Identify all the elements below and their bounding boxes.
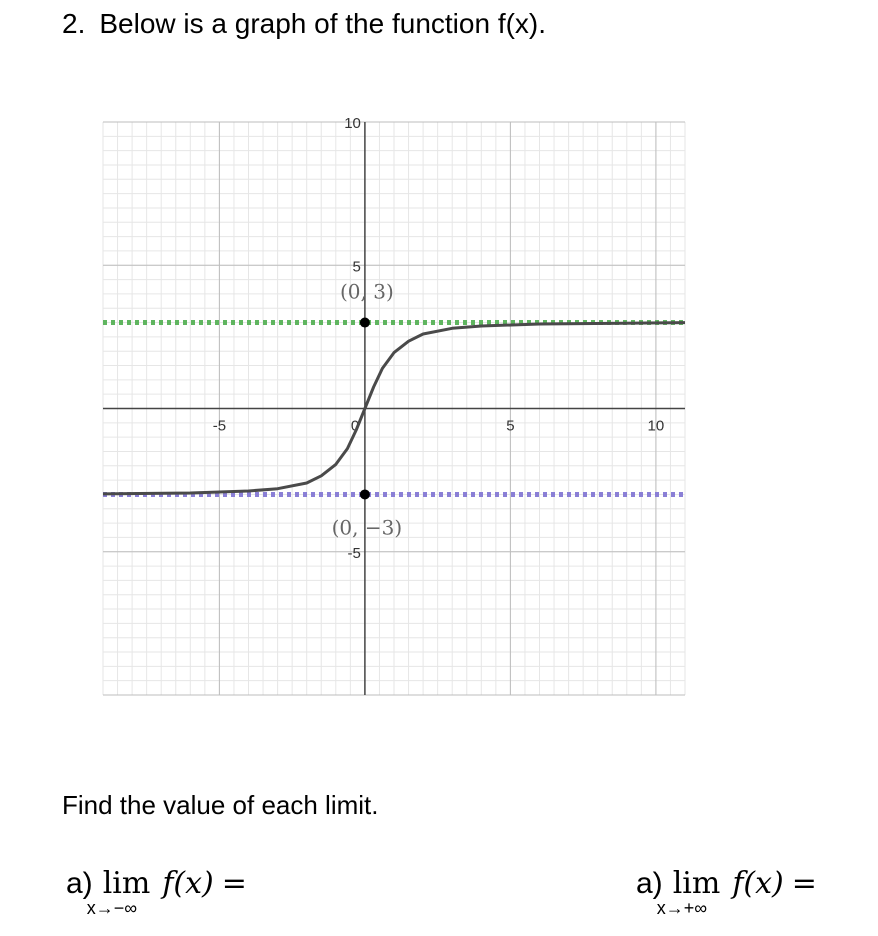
question-number: 2. [62, 8, 86, 39]
x-tick-label: 10 [647, 417, 665, 435]
point-marker [360, 489, 370, 499]
limit-right-eq: = [791, 866, 817, 901]
limit-left-part: a) [66, 867, 93, 900]
limit-prompt: Find the value of each limit. [62, 790, 379, 820]
limit-right-part: a) [636, 867, 663, 900]
point-label: (0, 3) [340, 279, 394, 304]
question-text: Below is a graph of the function f(x). [99, 8, 547, 39]
point-label: (0, −3) [331, 515, 403, 540]
x-tick-label: 0 [350, 417, 360, 435]
y-tick-label: -5 [347, 544, 361, 562]
limit-left-lim: lim x→−∞ [86, 866, 151, 918]
x-tick-label: -5 [212, 417, 227, 435]
y-tick-label: 5 [352, 258, 361, 276]
limit-left [66, 866, 247, 918]
x-tick-label: 5 [506, 417, 515, 435]
y-tick-label: 10 [344, 115, 361, 132]
point-marker [360, 318, 370, 328]
limit-right-lim: lim x→+∞ [656, 866, 721, 918]
limit-right-func: f(x) [732, 866, 784, 901]
limit-right-approach: x→+∞ [656, 898, 708, 918]
limit-left-func: f(x) [162, 866, 214, 901]
limit-right [636, 866, 817, 918]
limit-left-approach: x→−∞ [86, 898, 138, 918]
limit-left-eq: = [221, 866, 247, 901]
